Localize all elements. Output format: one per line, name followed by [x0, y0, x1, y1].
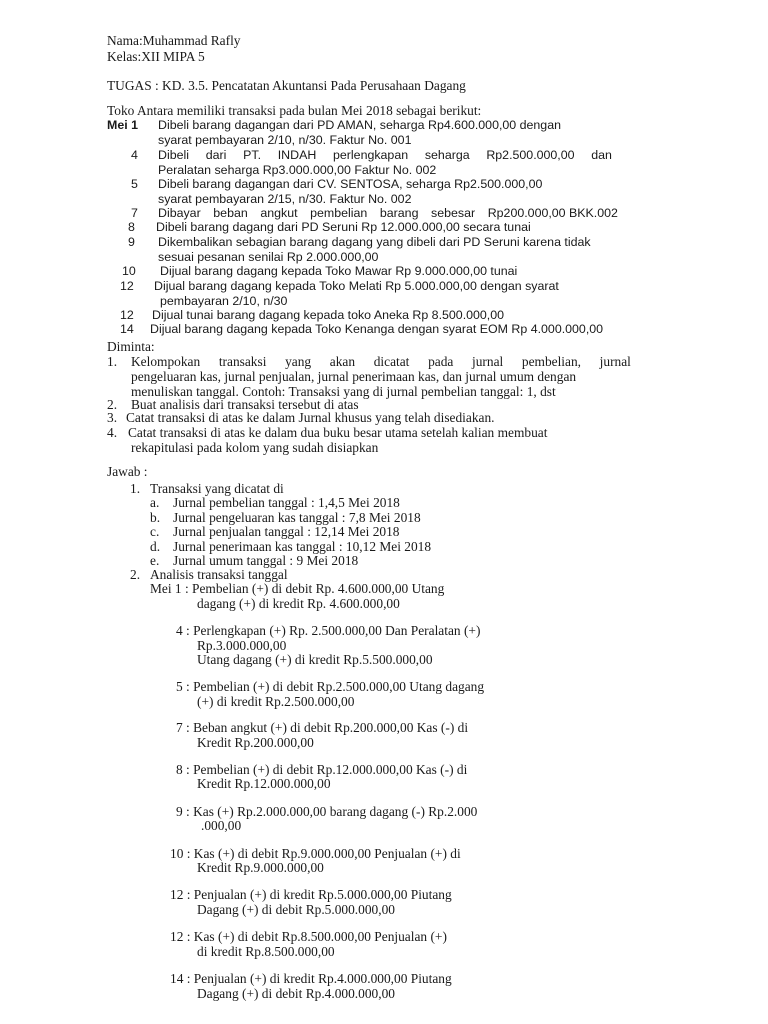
transaction-text: Dibeli barang dagang dari PD Seruni Rp 12.000.000,00 secara tunai	[156, 220, 531, 234]
list-number: 2.	[107, 397, 118, 412]
transaction-text: Dikembalikan sebagian barang dagang yang dibeli dari PD Seruni karena tidak	[158, 235, 591, 249]
transaction-date: 12	[120, 308, 134, 322]
list-marker: b.	[150, 510, 161, 525]
transaction-text: sesuai pesanan senilai Rp 2.000.000,00	[158, 250, 379, 264]
analysis-text: Utang dagang (+) di kredit Rp.5.500.000,00	[197, 652, 433, 667]
analysis-text: di kredit Rp.8.500.000,00	[197, 944, 335, 959]
transaction-date: 12	[120, 279, 134, 293]
assignment-title: TUGAS : KD. 3.5. Pencatatan Akuntansi Pada Perusahaan Dagang	[107, 78, 466, 93]
list-number: 1.	[130, 481, 141, 496]
analysis-text: Mei 1 : Pembelian (+) di debit Rp. 4.600.000,00 Utang	[150, 581, 445, 596]
journal-group-item: Jurnal penjualan tanggal : 12,14 Mei 2018	[173, 524, 400, 539]
transaction-date: Mei 1	[107, 118, 138, 132]
list-number: 2.	[130, 567, 141, 582]
transaction-text: Dibeli barang dagangan dari PD AMAN, seharga Rp4.600.000,00 dengan	[158, 118, 561, 132]
analysis-text: .000,00	[201, 818, 242, 833]
transaction-text: Dijual barang dagang kepada Toko Kenanga dengan syarat EOM Rp 4.000.000,00	[150, 322, 604, 336]
analysis-text: 9 : Kas (+) Rp.2.000.000,00 barang dagang (-) Rp.2.000	[176, 804, 478, 819]
requirement-text: Kelompokan transaksi yang akan dicatat pada jurnal pembelian, jurnal	[131, 354, 631, 369]
journal-group-item: Jurnal pembelian tanggal : 1,4,5 Mei 2018	[173, 495, 400, 510]
list-marker: c.	[150, 524, 160, 539]
transaction-date: 8	[128, 220, 135, 234]
transaction-text: Peralatan seharga Rp3.000.000,00 Faktur No. 002	[158, 163, 437, 177]
transaction-text: Dijual barang dagang kepada Toko Mawar Rp 9.000.000,00 tunai	[160, 264, 518, 278]
analysis-text: Kredit Rp.12.000.000,00	[197, 776, 331, 791]
transaction-date: 9	[128, 235, 135, 249]
list-marker: a.	[150, 495, 160, 510]
requirement-text: rekapitulasi pada kolom yang sudah disiapkan	[131, 440, 379, 455]
student-class: Kelas:XII MIPA 5	[107, 49, 205, 64]
list-number: 4.	[107, 425, 118, 440]
list-number: 3.	[107, 410, 118, 425]
analysis-text: Rp.3.000.000,00	[197, 638, 287, 653]
answer-subheading: Analisis transaksi tanggal	[150, 567, 288, 582]
analysis-text: Dagang (+) di debit Rp.5.000.000,00	[197, 902, 395, 917]
analysis-text: 10 : Kas (+) di debit Rp.9.000.000,00 Penjualan (+) di	[170, 846, 461, 861]
analysis-text: 7 : Beban angkut (+) di debit Rp.200.000,00 Kas (-) di	[176, 720, 469, 735]
answer-heading: Jawab :	[107, 464, 148, 479]
intro-text: Toko Antara memiliki transaksi pada bulan Mei 2018 sebagai berikut:	[107, 103, 482, 118]
answer-subheading: Transaksi yang dicatat di	[150, 481, 284, 496]
list-marker: d.	[150, 539, 161, 554]
transaction-text: Dijual tunai barang dagang kepada toko Aneka Rp 8.500.000,00	[152, 308, 505, 322]
transaction-text: Dibayar beban angkut pembelian barang sebesar Rp200.000,00 BKK.002	[158, 206, 618, 220]
analysis-text: Dagang (+) di debit Rp.4.000.000,00	[197, 986, 395, 1001]
transaction-date: 4	[131, 148, 138, 162]
journal-group-item: Jurnal umum tanggal : 9 Mei 2018	[173, 553, 359, 568]
analysis-text: 5 : Pembelian (+) di debit Rp.2.500.000,00 Utang dagang	[176, 679, 485, 694]
journal-group-item: Jurnal pengeluaran kas tanggal : 7,8 Mei 2018	[173, 510, 421, 525]
transaction-date: 10	[122, 264, 136, 278]
analysis-text: Kredit Rp.200.000,00	[197, 735, 314, 750]
analysis-text: Kredit Rp.9.000.000,00	[197, 860, 324, 875]
transaction-text: Dijual barang dagang kepada Toko Melati Rp 5.000.000,00 dengan syarat	[154, 279, 559, 293]
transaction-text: pembayaran 2/10, n/30	[160, 294, 288, 308]
transaction-text: syarat pembayaran 2/15, n/30. Faktur No. 002	[158, 192, 412, 206]
transaction-date: 7	[131, 206, 138, 220]
list-number: 1.	[107, 354, 118, 369]
requirement-text: Catat transaksi di atas ke dalam dua buku besar utama setelah kalian membuat	[128, 425, 548, 440]
requirement-text: pengeluaran kas, jurnal penjualan, jurnal penerimaan kas, dan jurnal umum dengan	[131, 369, 577, 384]
requirement-text: Buat analisis dari transaksi tersebut di atas	[131, 397, 359, 412]
analysis-text: dagang (+) di kredit Rp. 4.600.000,00	[197, 596, 400, 611]
student-name: Nama:Muhammad Rafly	[107, 33, 241, 48]
analysis-text: (+) di kredit Rp.2.500.000,00	[197, 694, 355, 709]
transaction-text: Dibeli barang dagangan dari CV. SENTOSA, seharga Rp2.500.000,00	[158, 177, 543, 191]
analysis-text: 14 : Penjualan (+) di kredit Rp.4.000.000,00 Piutang	[170, 971, 452, 986]
analysis-text: 12 : Kas (+) di debit Rp.8.500.000,00 Penjualan (+)	[170, 929, 447, 944]
requirement-text: menuliskan tanggal. Contoh: Transaksi yang di jurnal pembelian tanggal: 1, dst	[131, 384, 556, 399]
transaction-date: 5	[131, 177, 138, 191]
transaction-text: syarat pembayaran 2/10, n/30. Faktur No. 001	[158, 133, 412, 147]
analysis-text: 12 : Penjualan (+) di kredit Rp.5.000.000,00 Piutang	[170, 887, 452, 902]
transaction-text: Dibeli dari PT. INDAH perlengkapan seharga Rp2.500.000,00 dan	[158, 148, 612, 162]
journal-group-item: Jurnal penerimaan kas tanggal : 10,12 Mei 2018	[173, 539, 432, 554]
requirement-text: Catat transaksi di atas ke dalam Jurnal khusus yang telah disediakan.	[126, 410, 495, 425]
list-marker: e.	[150, 553, 160, 568]
analysis-text: 4 : Perlengkapan (+) Rp. 2.500.000,00 Dan Peralatan (+)	[176, 623, 481, 638]
requirements-heading: Diminta:	[107, 339, 155, 354]
transaction-date: 14	[120, 322, 134, 336]
analysis-text: 8 : Pembelian (+) di debit Rp.12.000.000,00 Kas (-) di	[176, 762, 468, 777]
